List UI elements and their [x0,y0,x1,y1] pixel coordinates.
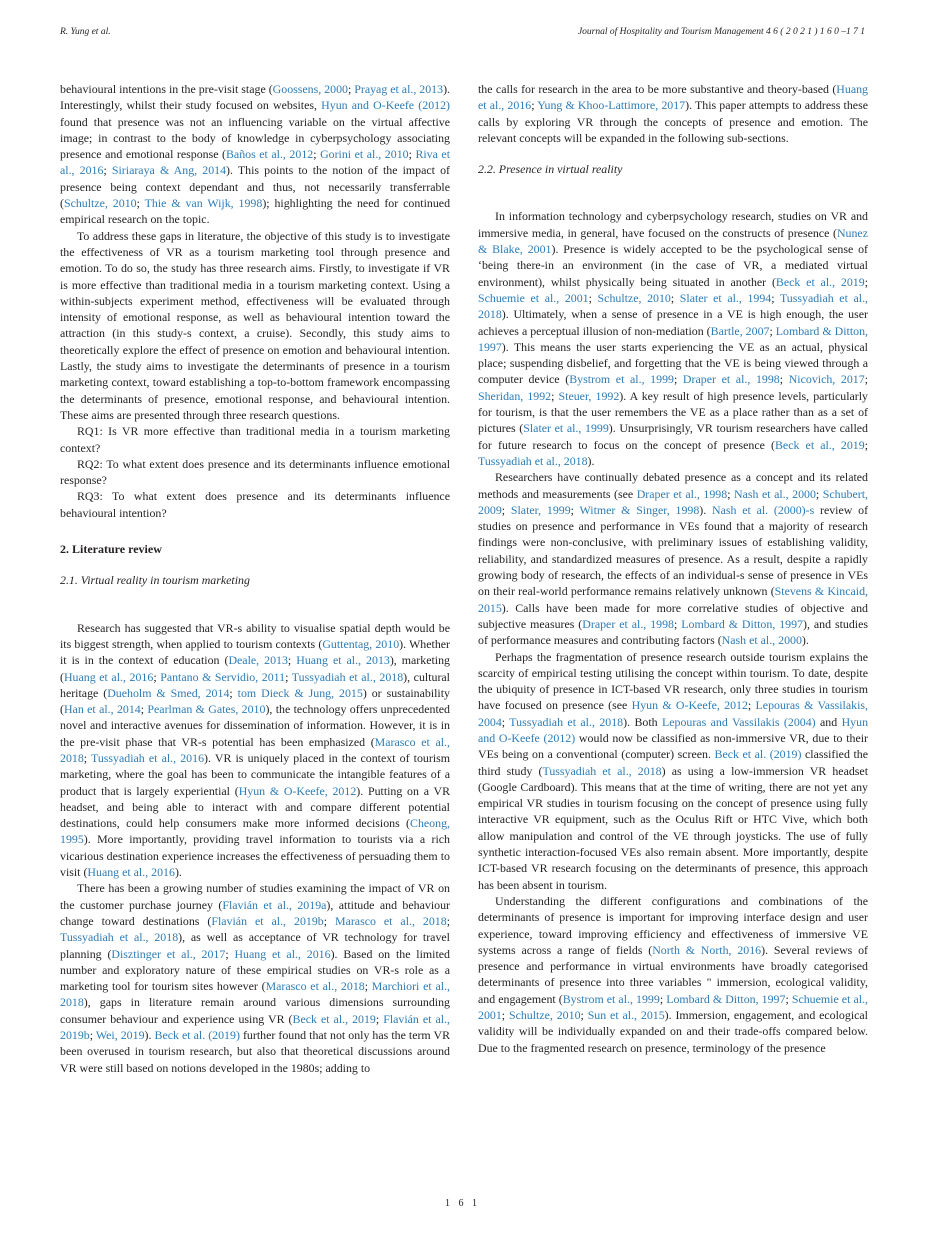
citation-link[interactable]: Schultze, 2010 [597,290,671,305]
paragraph-text: ). Putting on a VR headset, and being able to interact with and compare different potential destinations, could help consumers make more informed decisions ( [60,783,451,831]
citation-link[interactable]: Nash et al. (2000)-s [712,502,815,517]
paragraph-text: ; [580,1008,588,1023]
paragraph-text: ; [313,147,321,162]
paragraph-text: ). Unsurprisingly, VR tourism researchers have called for future research to focus on the concept of presence ( [478,421,869,452]
citation-link[interactable]: Tussyadiah et al., 2018 [478,453,588,468]
citation-link[interactable]: Lepouras & Vassilakis, 2004 [478,698,868,729]
paragraph-text: found that presence was not an influencing variable on the virtual affective image; in contrast to the body of knowledge in cyberpsychology associating presence and emotional response ( [60,114,450,162]
paragraph-text: ; [769,323,776,338]
citation-link[interactable]: Schubert, 2009 [478,486,868,517]
paragraph-text: ), the technology offers unprecedented novel and interactive avenues for dissemination of information. However, it is in the pre-visit phase that VR-s potential has been emphasized ( [60,702,450,749]
paragraph-text: ; [364,979,372,994]
citation-link[interactable]: Schuemie et al., 2001 [478,290,589,305]
citation-link[interactable]: Schuemie et al., 2001 [478,991,868,1023]
paragraph-text: ; [531,98,538,113]
citation-link[interactable]: Flavián et al., 2019b [60,1011,450,1043]
citation-link[interactable]: Sun et al., 2015 [587,1008,665,1023]
citation-link[interactable]: Flavián et al., 2019b [211,913,324,928]
citation-link[interactable]: Slater et al., 1994 [679,290,772,305]
paragraph-text: ; [779,372,789,387]
paragraph-text: ). Whether it is in the context of education ( [60,636,450,668]
citation-link[interactable]: Beck et al., 2019 [774,437,865,452]
paragraph-text: ), attitude and behaviour change toward destinations ( [60,897,450,928]
citation-link[interactable]: Pearlman & Gates, 2010 [147,702,266,717]
paragraph-text: ), and studies of performance measures and contributing factors ( [478,616,869,648]
paragraph [478,81,868,146]
running-header-journal: Journal of Hospitality and Tourism Management 4 6 ( 2 0 2 1 ) 1 6 0 –1 7 1 [577,27,865,37]
paragraph-text: Perhaps the fragmentation of presence research outside tourism explains the scarcity of empirical testing utilising the concept within tourism. To date, despite the ubiquity of presence in ICT-based VR research, only three studies in tourism have focused on presence (see [478,649,868,713]
paragraph-text: ; [501,1008,509,1023]
citation-link[interactable]: Sheridan, 1992 [478,388,552,403]
citation-link[interactable]: Lombard & Ditton, 1997 [681,616,804,631]
citation-link[interactable]: Draper et al., 1998 [582,616,674,631]
citation-link[interactable]: Hyun & O-Keefe, 2012 [238,783,357,798]
paragraph [478,208,868,469]
paragraph-text: There has been a growing number of studies examining the impact of VR on the customer purchase journey ( [60,881,450,912]
paragraph-text: behavioural intentions in the pre-visit stage ( [60,82,273,96]
paragraph-text: ; [864,274,868,289]
paragraph-text: ; [785,991,792,1006]
research-question-1: RQ1: Is VR more effective than traditional media in a tourism marketing context? [60,424,450,455]
paragraph-text: ; [501,714,510,729]
citation-link[interactable]: Beck et al. (2019) [714,747,802,762]
citation-link[interactable]: Tussyadiah et al., 2018 [542,763,662,778]
paragraph-text: review of studies on presence and performance in VEs found that a majority of research findings were non-conclusive, with preliminary issues of establishing validity, reliability, and standardized measures of presence. As a result, despite a rapidly growing body of research, the effects of an individual-s sense of presence in VEs on their real-world performance remains relatively unknown ( [478,502,869,599]
citation-link[interactable]: Bystrom et al., 1999 [569,372,674,387]
paragraph-text: ). This means the user starts experiencing the VE as an actual, physical place; suspending disbelief, and forgetting that the VE is being viewed through a computer device ( [478,339,868,387]
paragraph-text: ; [153,669,161,684]
paragraph-text: ). A key result of high presence levels, particularly for tourism, is that the user remembers the VE as a place rather than as a set of pictures ( [478,388,869,436]
citation-link[interactable]: Hyun and O-Keefe (2012) [478,714,869,745]
paragraph-text: ; [673,616,682,631]
citation-link[interactable]: Nicovich, 2017 [788,372,865,387]
paragraph-text: ; [89,1028,96,1043]
paragraph-text: ; [815,486,823,501]
paragraph-text: ). [801,633,809,648]
paragraph-text: ; [588,290,598,305]
paragraph [478,469,868,648]
paragraph-text: ). Calls have been made for more correlative studies of objective and subjective measures ( [478,600,868,631]
citation-link[interactable]: Bystrom et al., 1999 [562,991,660,1006]
research-question-3: RQ3: To what extent does presence and its determinants influence behavioural intention? [60,489,450,520]
citation-link[interactable]: Tussyadiah et al., 2018 [60,930,179,945]
paragraph-text: ; [83,750,91,765]
paragraph-text: ; [287,653,297,668]
paragraph-text: ). Several reviews of presence and performance in virtual environments have broadly categorised determinants of presence into three variables " immersion, ecological validity, and engagement ( [478,942,869,1006]
citation-link[interactable]: Yung & Khoo-Lattimore, 2017 [537,98,686,113]
paragraph [60,620,450,881]
paragraph-text: further found that not only has the term VR been overused in tourism research, but also that theoretical discussions around VR were still based on notions developed in the 1980s; adding to [60,1028,451,1075]
paragraph-text: ). [174,865,182,880]
paragraph-text: ; [659,991,667,1006]
paragraph-text: ). [587,453,595,468]
citation-link[interactable]: Disztinger et al., 2017 [111,946,226,961]
citation-link[interactable]: Gorini et al., 2010 [320,147,409,162]
paragraph-text: ). [699,502,713,517]
citation-link[interactable]: Bartle, 2007 [710,323,770,338]
citation-link[interactable]: Siriaraya & Ang, 2014 [111,163,227,178]
paragraph-text: ; [864,372,868,387]
paragraph-text: ) as using a low-immersion VR headset (Google Cardboard). This means that at the time of writing, there are not yet any empirical VR studies in tourism focusing on the concept of presence using fully interactive VR equipment, such as the Oculus Rift or HTC Vive, which both allow manipulation and control of the VE through joysticks. The use of fully synthetic interaction-focused VEs also remain absent. More importantly, despite ICT-based VR research focusing on the determinants of presence, this approach has been absent in tourism. [478,763,869,892]
paragraph-text: ; [140,702,148,717]
paragraph-text: ). Ultimately, when a sense of presence in a VE is high enough, the user achieves a perceptual illusion of non-mediation ( [478,307,868,338]
paragraph-text: ), marketing ( [60,653,450,684]
paragraph-text: ); highlighting the need for continued empirical research on the topic. [60,196,451,227]
citation-link[interactable]: Slater et al., 1999 [523,421,609,436]
paragraph-text: ; [136,196,145,211]
citation-link[interactable]: Goossens, 2000 [272,82,348,96]
citation-link[interactable]: Marchiori et al., 2018 [60,979,450,1010]
paragraph-text: ). Immersion, engagement, and ecological validity will be individually expanded on and their trade-offs compared below. Due to the fragmented research on presence, terminology of the presence [478,1008,868,1055]
paragraph-text: and [815,714,842,729]
section-heading: 2. Literature review [60,542,162,557]
paragraph-text: ; [103,163,112,178]
citation-link[interactable]: Nash et al., 2000 [721,633,802,648]
citation-link[interactable]: Prayag et al., 2013 [354,82,444,96]
citation-link[interactable]: Draper et al., 1998 [636,486,728,501]
paragraph-text: ; [673,372,683,387]
paragraph-text: ). Presence is widely accepted to be the psychological sense of ‘being there-in an environment (in the case of VR, a mediated virtual environment), whilst physically being situated in another ( [478,242,869,289]
citation-link[interactable]: Hyun and O-Keefe (2012) [321,98,450,113]
citation-link[interactable]: Steuer, 1992 [558,388,620,403]
paragraph-text: ). [144,1028,155,1043]
paragraph-text: ; [747,698,756,713]
paragraph-text: Research has suggested that VR-s ability to visualise spatial depth would be its biggest strength, when applied to tourism contexts ( [60,620,450,651]
right-column [478,81,868,1056]
citation-link[interactable]: Tussyadiah et al., 2016 [91,750,205,765]
paragraph-text: ; [570,502,580,517]
citation-link[interactable]: Hyun & O-Keefe, 2012 [631,698,748,713]
paragraph-text: ; [670,290,680,305]
citation-link[interactable]: Nash et al., 2000 [734,486,816,501]
citation-link[interactable]: Lombard & Ditton, 1997 [478,323,868,354]
citation-link[interactable]: Witmer & Singer, 1998 [579,502,700,517]
citation-link[interactable]: Beck et al., 2019 [775,274,865,289]
paragraph-text: ). VR is uniquely placed in the context of tourism marketing, where the goal has been to communicate the intangible features of a product that is largely experiential ( [60,750,450,798]
paragraph-text: ), gaps in literature remain around various dimensions surrounding consumer behaviour and experience using VR ( [60,995,450,1026]
citation-link[interactable]: Beck et al., 2019 [292,1011,376,1026]
citation-link[interactable]: Tussyadiah et al., 2018 [291,669,404,684]
citation-link[interactable]: Dueholm & Smed, 2014 [107,685,230,700]
citation-link[interactable]: Riva et al., 2016 [60,147,451,178]
citation-link[interactable]: Schultze, 2010 [508,1008,581,1023]
running-header-authors: R. Yung et al. [60,27,111,37]
paragraph-text: ). Both [623,714,662,729]
paragraph-text: ; [229,685,238,700]
paragraph-text: ; [408,147,416,162]
paragraph-text: ; [446,913,451,928]
citation-link[interactable]: Han et al., 2014 [63,702,141,717]
paragraph-text: ). More importantly, providing travel information to tourists via a rich vicarious destination experience increases the effectiveness of persuading them to visit ( [60,832,450,880]
paragraph [478,649,868,893]
citation-link[interactable]: Marasco et al., 2018 [265,979,365,994]
paragraph-text: ; [771,290,780,305]
citation-link[interactable]: Thie & van Wijk, 1998 [144,196,263,211]
citation-link[interactable]: Huang et al., 2016 [478,82,868,113]
paragraph [478,893,868,1056]
paragraph-text: ; [323,913,335,928]
citation-link[interactable]: Guttentag, 2010 [322,636,400,651]
paragraph-text: ; [347,82,355,96]
subsection-heading: 2.1. Virtual reality in tourism marketing [60,573,250,588]
citation-link[interactable]: Marasco et al., 2018 [335,913,447,928]
paragraph-text: ; [225,946,235,961]
left-column [60,81,450,1076]
paragraph-text: ; [727,486,735,501]
citation-link[interactable]: Nunez & Blake, 2001 [478,225,868,257]
citation-link[interactable]: Lepouras and Vassilakis (2004) [661,714,816,729]
citation-link[interactable]: Huang et al., 2013 [296,653,390,668]
citation-link[interactable]: Wei, 2019 [95,1028,145,1043]
paragraph-text: Understanding the different configurations and combinations of the determinants of presence is important for improving interface design and user experience, toward improving efficiency and effectiveness of immersive VE systems across a range of fields ( [478,893,868,957]
paragraph-text: ). Interestingly, whilst their study focused on websites, [60,82,451,113]
citation-link[interactable]: Flavián et al., 2019a [222,897,327,912]
citation-link[interactable]: Draper et al., 1998 [682,372,780,387]
citation-link[interactable]: Stevens & Kincaid, 2015 [478,584,868,615]
citation-link[interactable]: Cheong, 1995 [60,816,450,847]
paragraph-text: ; [551,388,559,403]
paragraph-text: ; [285,669,292,684]
paragraph-text: ; [501,502,511,517]
citation-link[interactable]: Beck et al. (2019) [154,1028,240,1043]
paragraph-text: ), cultural heritage ( [60,669,450,700]
paragraph [60,880,450,1076]
citation-link[interactable]: Tussyadiah et al., 2018 [478,290,869,322]
citation-link[interactable]: Baños et al., 2012 [226,147,314,162]
paragraph-text: ; [375,1011,384,1026]
paragraph-text: ). This points to the notion of the impact of presence being context dependant and thus, not necessarily transferrable ( [60,163,450,211]
citation-link[interactable]: North & North, 2016 [652,942,762,957]
paragraph: To address these gaps in literature, the objective of this study is to investigate the effectiveness of VR as a tourism marketing tool through presence and emotion. To do so, the study has three research aims. Firstly, to investigate if VR is more effective than traditional media in a tourism marketing context. Using a within-subjects experiment method, effectiveness will be evaluated through intensity of emotional response, as well as behavioural intention toward the attraction (in this study-s context, a cruise). Secondly, this study aims to theoretically explore the effect of presence on emotion and behavioural intention. Lastly, the study aims to investigate the determinants of presence in a tourism marketing context, toward establishing a top-to-bottom framework encompassing the determinants of presence, emotional response, and behavioural intention. These aims are presented through three research questions. [60,228,450,422]
citation-link[interactable]: Tussyadiah et al., 2018 [509,714,624,729]
paragraph-text: In information technology and cyberpsychology research, studies on VR and immersive media, in general, have focused on the constructs of presence ( [478,209,868,240]
paragraph-text: the calls for research in the area to be more substantive and theory-based ( [478,82,837,96]
citation-link[interactable]: Pantano & Servidio, 2011 [160,669,286,684]
citation-link[interactable]: Huang et al., 2016 [234,946,331,961]
citation-link[interactable]: Huang et al., 2016 [63,669,154,684]
paragraph-text: Researchers have continually debated presence as a concept and its related methods and measurements (see [478,470,868,501]
paragraph-text: ). Based on the limited number and exploratory nature of these empirical studies on VR-s role as a marketing tool for tourism sites however ( [60,946,450,994]
citation-link[interactable]: Huang et al., 2016 [87,865,175,880]
citation-link[interactable]: Marasco et al., 2018 [60,734,450,765]
citation-link[interactable]: tom Dieck & Jung, 2015 [237,685,363,700]
paragraph-text: classified the third study ( [478,747,868,778]
paragraph-text: ). This paper attempts to address these calls by exploring VR through the concepts of presence and emotion. The relevant concepts will be expanded in the following sub-sections. [478,98,868,145]
paragraph-text: would now be classified as non-immersive VR, due to their VEs being on a conventional (computer) screen. [478,730,868,762]
paragraph-text: ; [864,437,868,452]
citation-link[interactable]: Lombard & Ditton, 1997 [666,991,786,1006]
paragraph-text: ), as well as acceptance of VR technology for travel planning ( [60,930,450,961]
page-number: 1 6 1 [445,1198,480,1209]
research-question-2: RQ2: To what extent does presence and its determinants influence emotional response? [60,456,450,488]
citation-link[interactable]: Deale, 2013 [228,653,288,668]
paragraph-text: ) or sustainability ( [60,685,450,717]
citation-link[interactable]: Slater, 1999 [510,502,571,517]
paragraph [60,81,450,228]
citation-link[interactable]: Schultze, 2010 [63,196,137,211]
subsection-heading: 2.2. Presence in virtual reality [478,162,623,177]
